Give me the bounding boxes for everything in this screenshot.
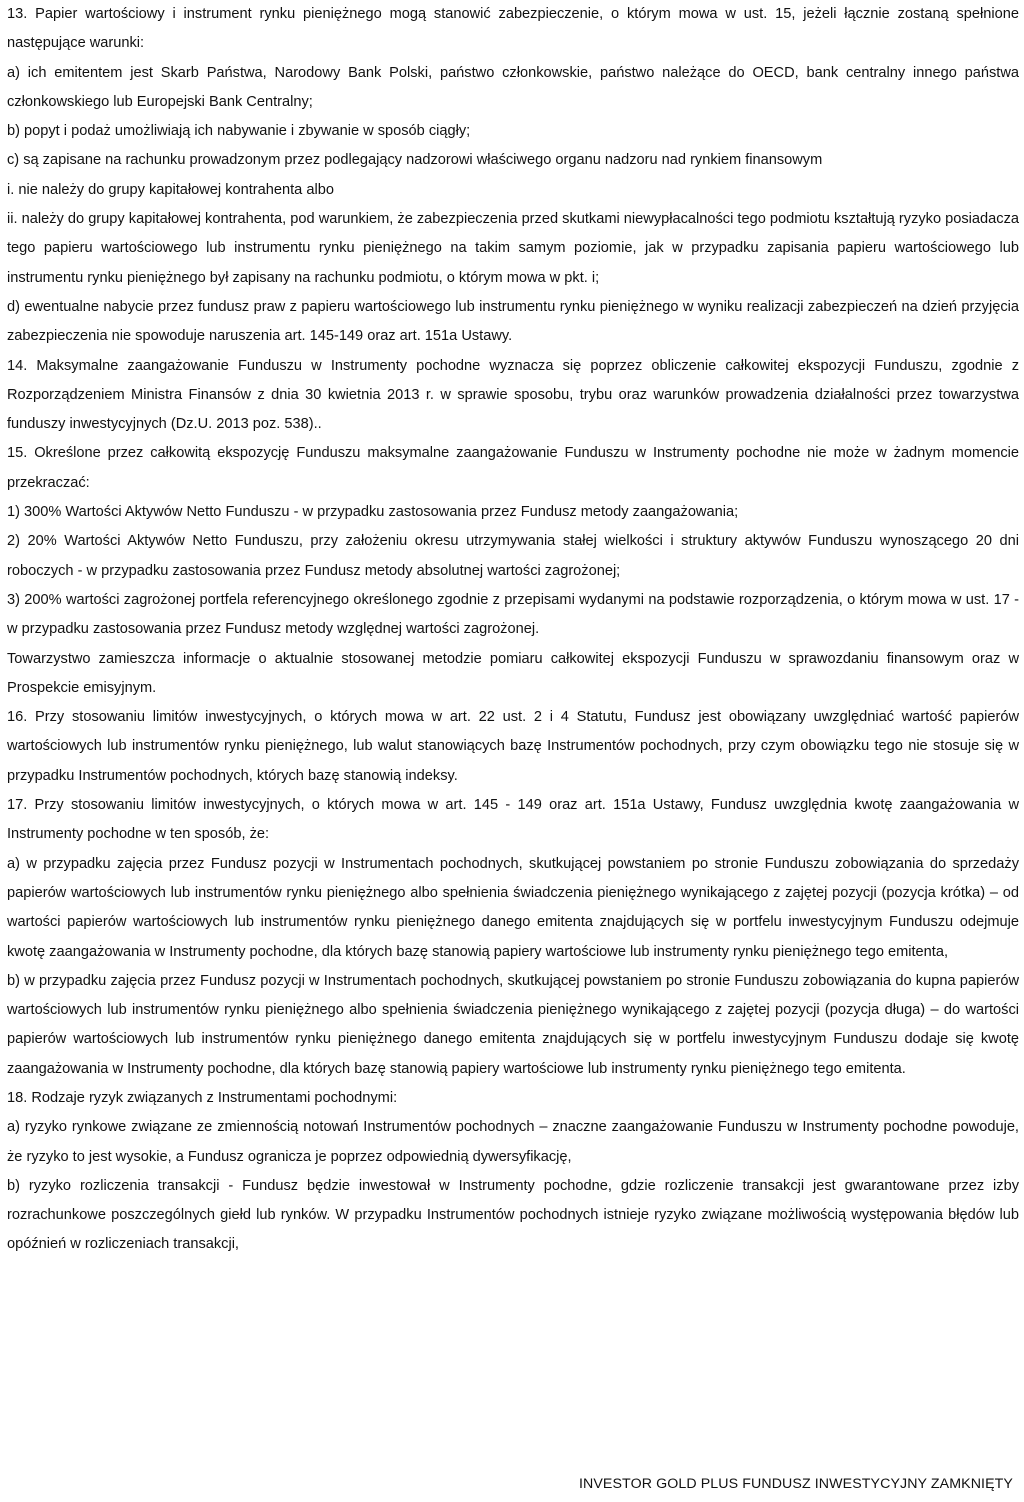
paragraph-18-a: a) ryzyko rynkowe związane ze zmiennością notowań Instrumentów pochodnych – znaczne zaangażowanie Funduszu w Instrumenty pochodne powoduje, że ryzyko to jest wysokie, a Fundusz ogranicza je poprzez odpowiednią dywersyfikację, xyxy=(7,1119,1019,1165)
paragraph-15-note: Towarzystwo zamieszcza informacje o aktualnie stosowanej metodzie pomiaru całkowitej ekspozycji Funduszu w sprawozdaniu finansowym oraz w Prospekcie emisyjnym. xyxy=(7,650,1019,696)
paragraph-13-b: b) popyt i podaż umożliwiają ich nabywanie i zbywanie w sposób ciągły; xyxy=(7,123,471,140)
paragraph-17-b: b) w przypadku zajęcia przez Fundusz pozycji w Instrumentach pochodnych, skutkującej powstaniem po stronie Funduszu zobowiązania do kupna papierów wartościowych lub instrumentów rynku pieniężnego albo spełnienia świadczenia pieniężnego wynikającego z zajętej pozycji (pozycja długa) – do wartości papierów wartościowych lub instrumentów rynku pieniężnego danego emitenta znajdujących się w portfelu inwestycyjnym Funduszu dodaje się kwotę zaangażowania w Instrumenty pochodne, dla których bazę stanowią papiery wartościowe lub instrumenty rynku pieniężnego tego emitenta. xyxy=(7,972,1019,1077)
paragraph-15-2: 2) 20% Wartości Aktywów Netto Funduszu, przy założeniu okresu utrzymywania stałej wielkości i struktury aktywów Funduszu wynoszącego 20 dni roboczych - w przypadku zastosowania przez Fundusz metody absolutnej wartości zagrożonej; xyxy=(7,533,1019,579)
paragraph-18-b: b) ryzyko rozliczenia transakcji - Fundusz będzie inwestował w Instrumenty pochodne, gdzie rozliczenie transakcji jest gwarantowane przez izby rozrachunkowe poszczególnych giełd lub rynków. W przypadku Instrumentów pochodnych istnieje ryzyko związane możliwością występowania błędów lub opóźnień w rozliczeniach transakcji, xyxy=(7,1177,1019,1253)
page-footer: INVESTOR GOLD PLUS FUNDUSZ INWESTYCYJNY ZAMKNIĘTY xyxy=(578,1476,1013,1492)
paragraph-13-a: a) ich emitentem jest Skarb Państwa, Narodowy Bank Polski, państwo członkowskie, państwo należące do OECD, bank centralny innego państwa członkowskiego lub Europejski Bank Centralny; xyxy=(7,64,1019,110)
paragraph-14: 14. Maksymalne zaangażowanie Funduszu w Instrumenty pochodne wyznacza się poprzez obliczenie całkowitej ekspozycji Funduszu, zgodnie z Rozporządzeniem Ministra Finansów z dnia 30 kwietnia 2013 r. w sprawie sposobu, trybu oraz warunków prowadzenia działalności przez towarzystwa funduszy inwestycyjnych (Dz.U. 2013 poz. 538).. xyxy=(7,357,1019,433)
paragraph-17: 17. Przy stosowaniu limitów inwestycyjnych, o których mowa w art. 145 - 149 oraz art. 151a Ustawy, Fundusz uwzględnia kwotę zaangażowania w Instrumenty pochodne w ten sposób, że: xyxy=(7,797,1019,843)
paragraph-15: 15. Określone przez całkowitą ekspozycję Funduszu maksymalne zaangażowanie Funduszu w Instrumenty pochodne nie może w żadnym momencie przekraczać: xyxy=(7,445,1019,491)
paragraph-13: 13. Papier wartościowy i instrument rynku pieniężnego mogą stanowić zabezpieczenie, o którym mowa w ust. 15, jeżeli łącznie zostaną spełnione następujące warunki: xyxy=(7,6,1019,52)
paragraph-13-c: c) są zapisane na rachunku prowadzonym przez podlegający nadzorowi właściwego organu nadzoru nad rynkiem finansowym xyxy=(7,152,823,169)
document-page xyxy=(7,0,1019,1502)
paragraph-13-c-ii: ii. należy do grupy kapitałowej kontrahenta, pod warunkiem, że zabezpieczenia przed skutkami niewypłacalności tego podmiotu kształtują ryzyko posiadacza tego papieru wartościowego lub instrumentu rynku pieniężnego na takim samym poziomie, jak w przypadku zapisania papieru wartościowego lub instrumentu rynku pieniężnego był zapisany na rachunku podmiotu, o którym mowa w pkt. i; xyxy=(7,211,1019,286)
paragraph-17-a: a) w przypadku zajęcia przez Fundusz pozycji w Instrumentach pochodnych, skutkującej powstaniem po stronie Funduszu zobowiązania do sprzedaży papierów wartościowych lub instrumentów rynku pieniężnego albo spełnienia świadczenia pieniężnego wynikającego z zajętej pozycji (pozycja krótka) – od wartości papierów wartościowych lub instrumentów rynku pieniężnego danego emitenta znajdujących się w portfelu inwestycyjnym Funduszu odejmuje kwotę zaangażowania w Instrumenty pochodne, dla których bazę stanowią papiery wartościowe lub instrumenty rynku pieniężnego tego emitenta, xyxy=(7,855,1019,960)
paragraph-13-d: d) ewentualne nabycie przez fundusz praw z papieru wartościowego lub instrumentu rynku pieniężnego w wyniku realizacji zabezpieczeń na dzień przyjęcia zabezpieczenia nie spowoduje naruszenia art. 145-149 oraz art. 151a Ustawy. xyxy=(7,298,1019,345)
paragraph-13-c-i: i. nie należy do grupy kapitałowej kontrahenta albo xyxy=(7,181,334,198)
paragraph-15-3: 3) 200% wartości zagrożonej portfela referencyjnego określonego zgodnie z przepisami wydanymi na podstawie rozporządzenia, o którym mowa w ust. 17 - w przypadku zastosowania przez Fundusz metody względnej wartości zagrożonej. xyxy=(7,591,1019,638)
paragraph-15-1: 1) 300% Wartości Aktywów Netto Funduszu - w przypadku zastosowania przez Fundusz metody zaangażowania; xyxy=(7,504,739,521)
paragraph-18: 18. Rodzaje ryzyk związanych z Instrumentami pochodnymi: xyxy=(7,1089,398,1106)
paragraph-16: 16. Przy stosowaniu limitów inwestycyjnych, o których mowa w art. 22 ust. 2 i 4 Statutu, Fundusz jest obowiązany uwzględniać wartość papierów wartościowych lub instrumentów rynku pieniężnego, lub walut stanowiących bazę Instrumentów pochodnych, przy czym obowiązku tego nie stosuje się w przypadku Instrumentów pochodnych, których bazę stanowią indeksy. xyxy=(7,709,1019,784)
document-body xyxy=(7,0,1019,1260)
